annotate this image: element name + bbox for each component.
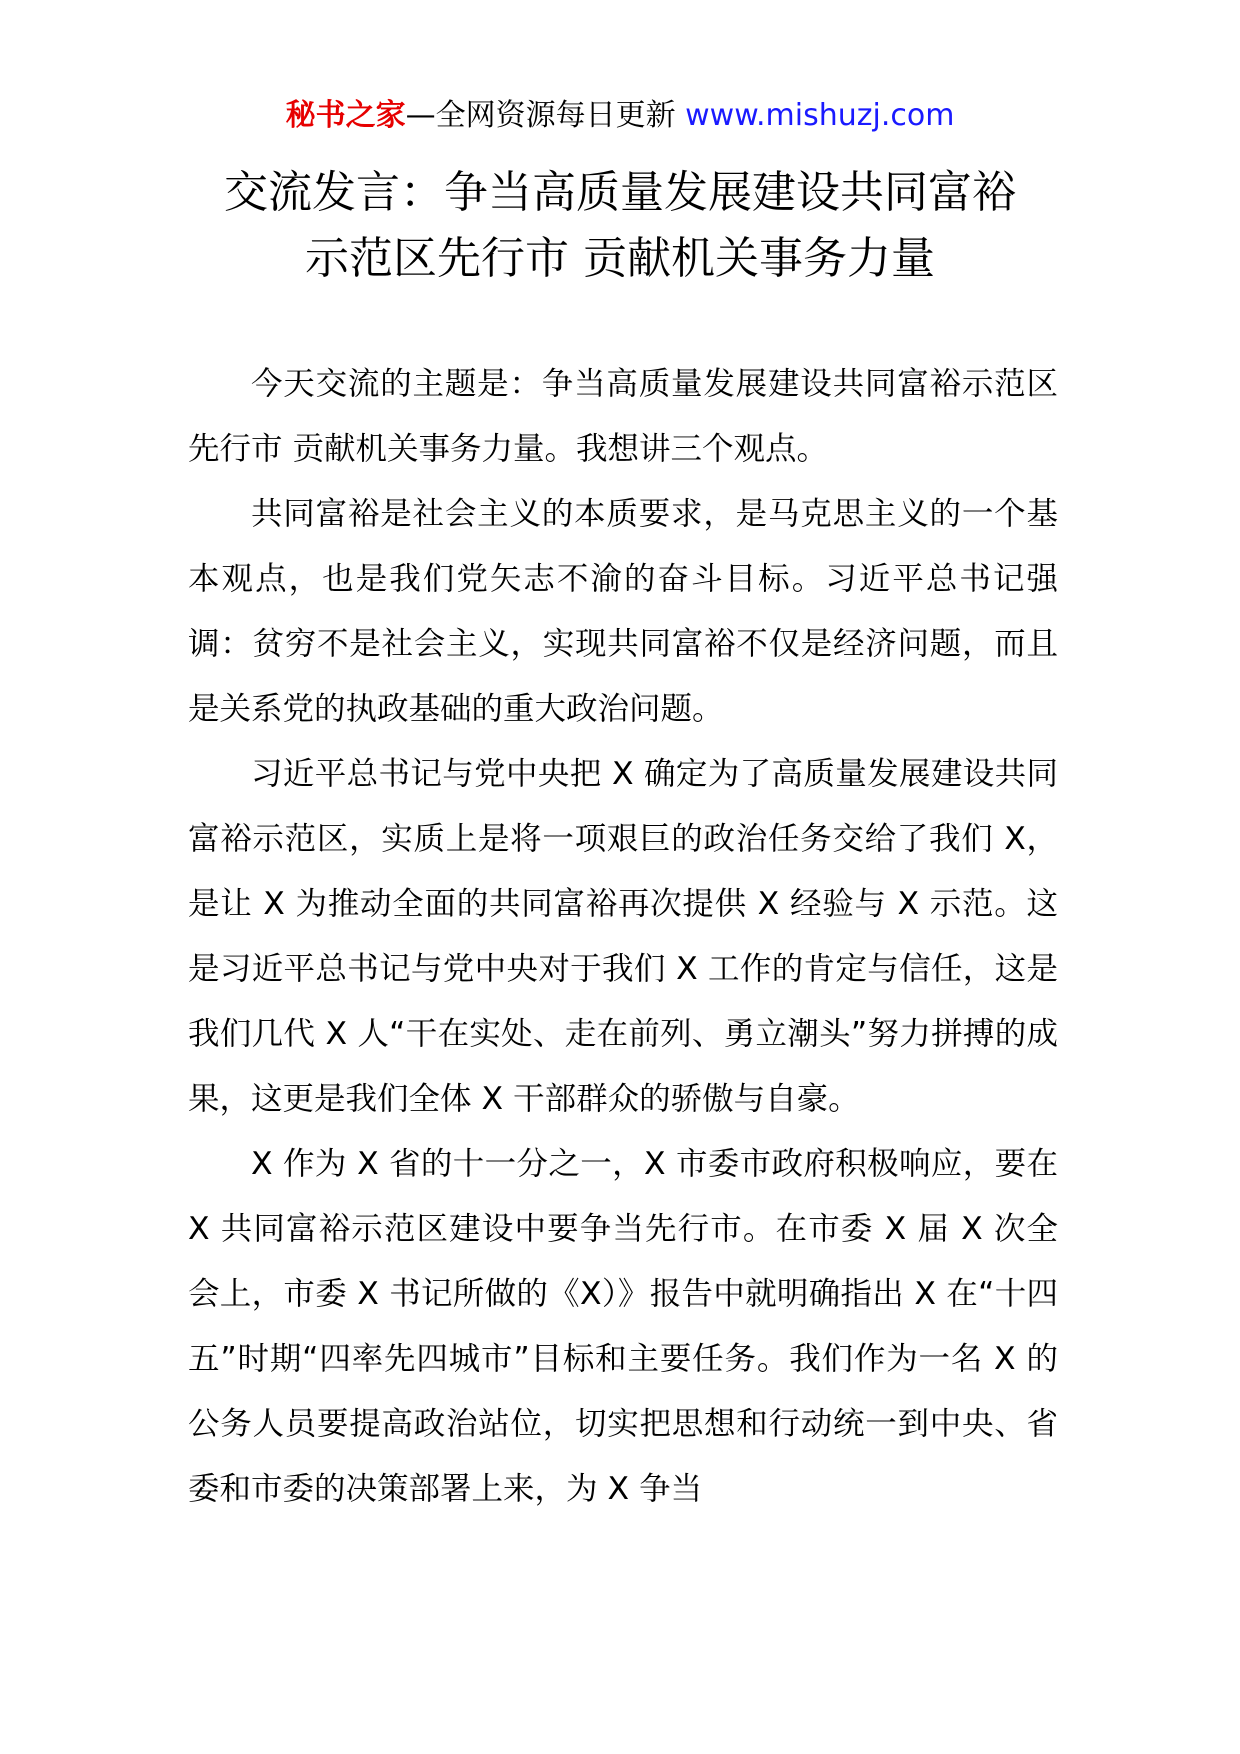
paragraph-1: 今天交流的主题是：争当高质量发展建设共同富裕示范区先行市 贡献机关事务力量。我想讲三个观点。 — [188, 366, 1058, 467]
site-header — [0, 96, 1240, 136]
document-body — [188, 352, 1058, 1522]
paragraph-3: 习近平总书记与党中央把 X 确定为了高质量发展建设共同富裕示范区，实质上是将一项艰巨的政治任务交给了我们 X，是让 X 为推动全面的共同富裕再次提供 X 经验与 X 示范。这是习近平总书记与党中央对于我们 X 工作的肯定与信任，这是我们几代 X 人“干在实处、走在前列、勇立潮头”努力拼搏的成果，这更是我们全体 X 干部群众的骄傲与自豪。 — [188, 756, 1058, 1117]
brand-name: 秘书之家 — [285, 98, 406, 133]
title-line-2: 示范区先行市 贡献机关事务力量 — [305, 233, 935, 284]
header-slogan: —全网资源每日更新 — [405, 98, 676, 133]
paragraph-2: 共同富裕是社会主义的本质要求，是马克思主义的一个基本观点，也是我们党矢志不渝的奋斗目标。习近平总书记强调：贫穷不是社会主义，实现共同富裕不仅是经济问题，而且是关系党的执政基础的重大政治问题。 — [188, 496, 1058, 727]
paragraph-4: X 作为 X 省的十一分之一，X 市委市政府积极响应，要在 X 共同富裕示范区建设中要争当先行市。在市委 X 届 X 次全会上，市委 X 书记所做的《X）》报告中就明确指出 X 在“十四五”时期“四率先四城市”目标和主要任务。我们作为一名 X 的公务人员要提高政治站位，切实把思想和行动统一到中央、省委和市委的决策部署上来，为 X 争当 — [188, 1146, 1058, 1507]
title-line-1: 交流发言：争当高质量发展建设共同富裕 — [224, 167, 1016, 218]
site-url-link[interactable]: www.mishuzj.com — [685, 98, 955, 133]
document-title — [150, 160, 1090, 292]
